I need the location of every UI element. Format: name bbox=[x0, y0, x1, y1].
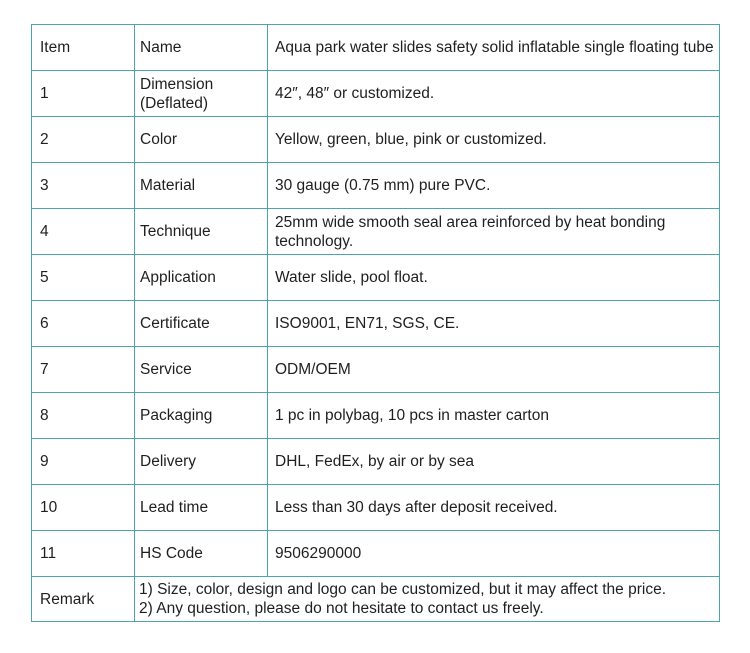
header-name: Name bbox=[135, 25, 268, 71]
row-item-number: 5 bbox=[32, 255, 135, 301]
row-value: 25mm wide smooth seal area reinforced by heat bonding technology. bbox=[268, 209, 720, 255]
header-product-title: Aqua park water slides safety solid inflatable single floating tube bbox=[268, 25, 720, 71]
table-header-row bbox=[32, 25, 720, 71]
table-row bbox=[32, 71, 720, 117]
row-name: Technique bbox=[135, 209, 268, 255]
row-item-number: 6 bbox=[32, 301, 135, 347]
row-value: 42″, 48″ or customized. bbox=[268, 71, 720, 117]
row-item-number: 11 bbox=[32, 531, 135, 577]
row-value: 9506290000 bbox=[268, 531, 720, 577]
row-value: DHL, FedEx, by air or by sea bbox=[268, 439, 720, 485]
table-row bbox=[32, 301, 720, 347]
row-value: Yellow, green, blue, pink or customized. bbox=[268, 117, 720, 163]
row-name: Color bbox=[135, 117, 268, 163]
row-item-number: 2 bbox=[32, 117, 135, 163]
remark-line: 2) Any question, please do not hesitate to contact us freely. bbox=[139, 600, 544, 617]
row-name-line: (Deflated) bbox=[140, 94, 209, 112]
row-value: 30 gauge (0.75 mm) pure PVC. bbox=[268, 163, 720, 209]
table-row bbox=[32, 347, 720, 393]
row-name: Delivery bbox=[135, 439, 268, 485]
remark-label: Remark bbox=[32, 577, 135, 622]
table-row bbox=[32, 531, 720, 577]
row-name: Application bbox=[135, 255, 268, 301]
row-item-number: 8 bbox=[32, 393, 135, 439]
table-row bbox=[32, 117, 720, 163]
row-item-number: 9 bbox=[32, 439, 135, 485]
row-value: Less than 30 days after deposit received. bbox=[268, 485, 720, 531]
row-item-number: 10 bbox=[32, 485, 135, 531]
spec-table bbox=[31, 24, 720, 622]
row-name: HS Code bbox=[135, 531, 268, 577]
row-value: Water slide, pool float. bbox=[268, 255, 720, 301]
remark-text bbox=[135, 577, 720, 622]
row-value: ISO9001, EN71, SGS, CE. bbox=[268, 301, 720, 347]
table-row bbox=[32, 393, 720, 439]
row-name: Certificate bbox=[135, 301, 268, 347]
table-row bbox=[32, 255, 720, 301]
row-item-number: 4 bbox=[32, 209, 135, 255]
row-name: Service bbox=[135, 347, 268, 393]
row-name: Lead time bbox=[135, 485, 268, 531]
table-row bbox=[32, 209, 720, 255]
row-item-number: 3 bbox=[32, 163, 135, 209]
table-row bbox=[32, 439, 720, 485]
row-name: Packaging bbox=[135, 393, 268, 439]
remark-line: 1) Size, color, design and logo can be customized, but it may affect the price. bbox=[139, 581, 667, 598]
table-row bbox=[32, 485, 720, 531]
row-name: Material bbox=[135, 163, 268, 209]
row-name-line: Dimension bbox=[140, 75, 214, 93]
row-item-number: 1 bbox=[32, 71, 135, 117]
table-row bbox=[32, 163, 720, 209]
header-item: Item bbox=[32, 25, 135, 71]
row-item-number: 7 bbox=[32, 347, 135, 393]
row-value: 1 pc in polybag, 10 pcs in master carton bbox=[268, 393, 720, 439]
remark-row bbox=[32, 577, 720, 622]
row-value: ODM/OEM bbox=[268, 347, 720, 393]
row-name bbox=[135, 71, 268, 117]
